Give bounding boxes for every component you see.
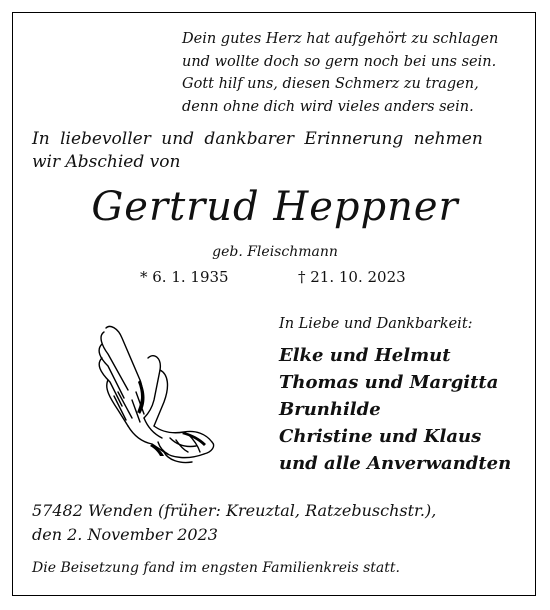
birth-name: geb. Fleischmann [212, 244, 338, 260]
thanks-heading: In Liebe und Dankbarkeit: [279, 316, 473, 332]
mourner-entry: und alle Anverwandten [279, 453, 512, 474]
mourners-list [279, 342, 511, 477]
death-date: † 21. 10. 2023 [298, 268, 406, 286]
intro-line: wir Abschied von [32, 152, 181, 172]
mourner-entry: Christine und Klaus [279, 426, 482, 447]
mourner-entry: Elke und Helmut [279, 345, 451, 366]
intro-text [32, 128, 483, 174]
intro-line: In liebevoller und dankbarer Erinnerung nehmen [32, 129, 483, 149]
deceased-name: Gertrud Heppner [91, 184, 459, 230]
place-line: 57482 Wenden (früher: Kreuztal, Ratzebuschstr.), [32, 501, 437, 520]
poem-line: denn ohne dich wird vieles anders sein. [182, 98, 474, 115]
poem-line: Dein gutes Herz hat aufgehört zu schlagen [182, 31, 499, 47]
mourner-entry: Brunhilde [279, 399, 381, 420]
praying-hands-icon [88, 322, 228, 467]
poem-line: und wolltе doch so gern noch bei uns sein. [182, 53, 497, 70]
date-line: den 2. November 2023 [32, 525, 218, 544]
place-and-date [32, 499, 436, 547]
poem [182, 28, 498, 118]
mourner-entry: Thomas und Margitta [279, 372, 499, 393]
burial-note: Die Beisetzung fand im engsten Familienkreis statt. [32, 560, 400, 576]
birth-date: * 6. 1. 1935 [140, 268, 229, 286]
poem-line: Gott hilf uns, diesen Schmerz zu tragen, [182, 76, 479, 92]
